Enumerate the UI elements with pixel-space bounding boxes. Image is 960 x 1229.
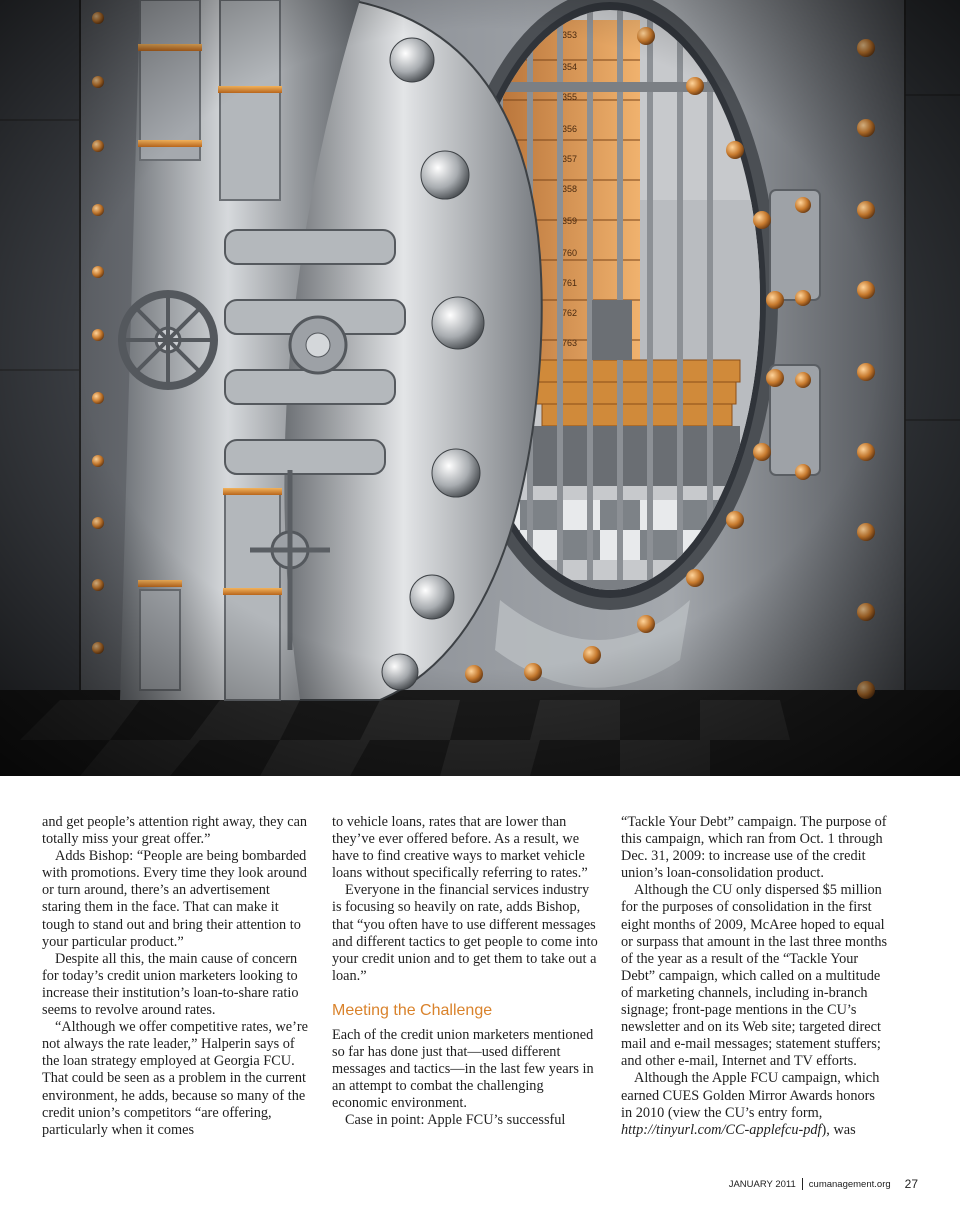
paragraph: and get people’s attention right away, they can totally miss your great offer.” bbox=[42, 814, 308, 848]
text-column-3 bbox=[621, 814, 889, 1139]
entry-form-link[interactable]: http://tinyurl.com/CC-applefcu-pdf bbox=[621, 1121, 822, 1138]
page-footer bbox=[729, 1177, 918, 1191]
paragraph: Each of the credit union marketers mentioned so far has done just that—used different messages and tactics—in the last few years in an attempt to combat the challenging economic environment. bbox=[332, 1026, 594, 1112]
paragraph: Although the CU only dispersed $5 million for the purposes of consolidation in the first eight months of 2009, McAree hoped to equal or surpass that amount in the last three months of the year as a result of the “Tackle Your Debt” campaign, which called on a multitude of marketing channels, including in-branch signage; front-page mentions in the CU’s newsletter and on its Web site; targeted direct mail and e-mail messages; statement stuffers; and other e-mail, Internet and TV efforts. bbox=[621, 882, 888, 1070]
paragraph: to vehicle loans, rates that are lower than they’ve ever offered before. As a result, we have to find creative ways to market vehicle loans without specifically referring to rates.” bbox=[332, 814, 588, 882]
paragraph: “Tackle Your Debt” campaign. The purpose of this campaign, which ran from Oct. 1 through Dec. 31, 2009: to increase use of the credit union’s loan-consolidation product. bbox=[621, 814, 887, 882]
paragraph-text: ), was bbox=[821, 1121, 856, 1138]
footer-divider bbox=[802, 1178, 803, 1190]
paragraph bbox=[621, 1070, 889, 1138]
issue-date: JANUARY 2011 bbox=[728, 1178, 796, 1190]
paragraph: Everyone in the financial services industry is focusing so heavily on rate, adds Bishop, that “you often have to use different messages and different tactics to get people to come into your credit union and to get them to take out a loan.” bbox=[332, 882, 598, 984]
section-heading: Meeting the Challenge bbox=[332, 1001, 493, 1019]
page-number: 27 bbox=[904, 1177, 918, 1191]
website: cumanagement.org bbox=[808, 1178, 891, 1190]
text-column-1 bbox=[42, 814, 310, 1139]
paragraph: Case in point: Apple FCU’s successful bbox=[345, 1112, 566, 1129]
paragraph: Despite all this, the main cause of concern for today’s credit union marketers looking to increase their institution’s loan-to-share ratio seems to revolve around rates. bbox=[42, 950, 299, 1019]
paragraph: “Although we offer competitive rates, we’re not always the rate leader,” Halperin says of the loan strategy employed at Georgia FCU. That could be seen as a problem in the current environment, he adds, because so many of the credit union’s competitors “are offering, particularly when it comes bbox=[42, 1019, 309, 1138]
paragraph: Adds Bishop: “People are being bombarded with promotions. Every time they look around or turn around, there’s an advertisement staring them in the face. That can make it tough to stand out and bring their attention to your particular product.” bbox=[42, 848, 307, 950]
text-column-2 bbox=[332, 814, 600, 1130]
paragraph-text: Although the Apple FCU campaign, which earned CUES Golden Mirror Awards honors in 2010 (view the CU’s entry form, bbox=[621, 1070, 880, 1121]
